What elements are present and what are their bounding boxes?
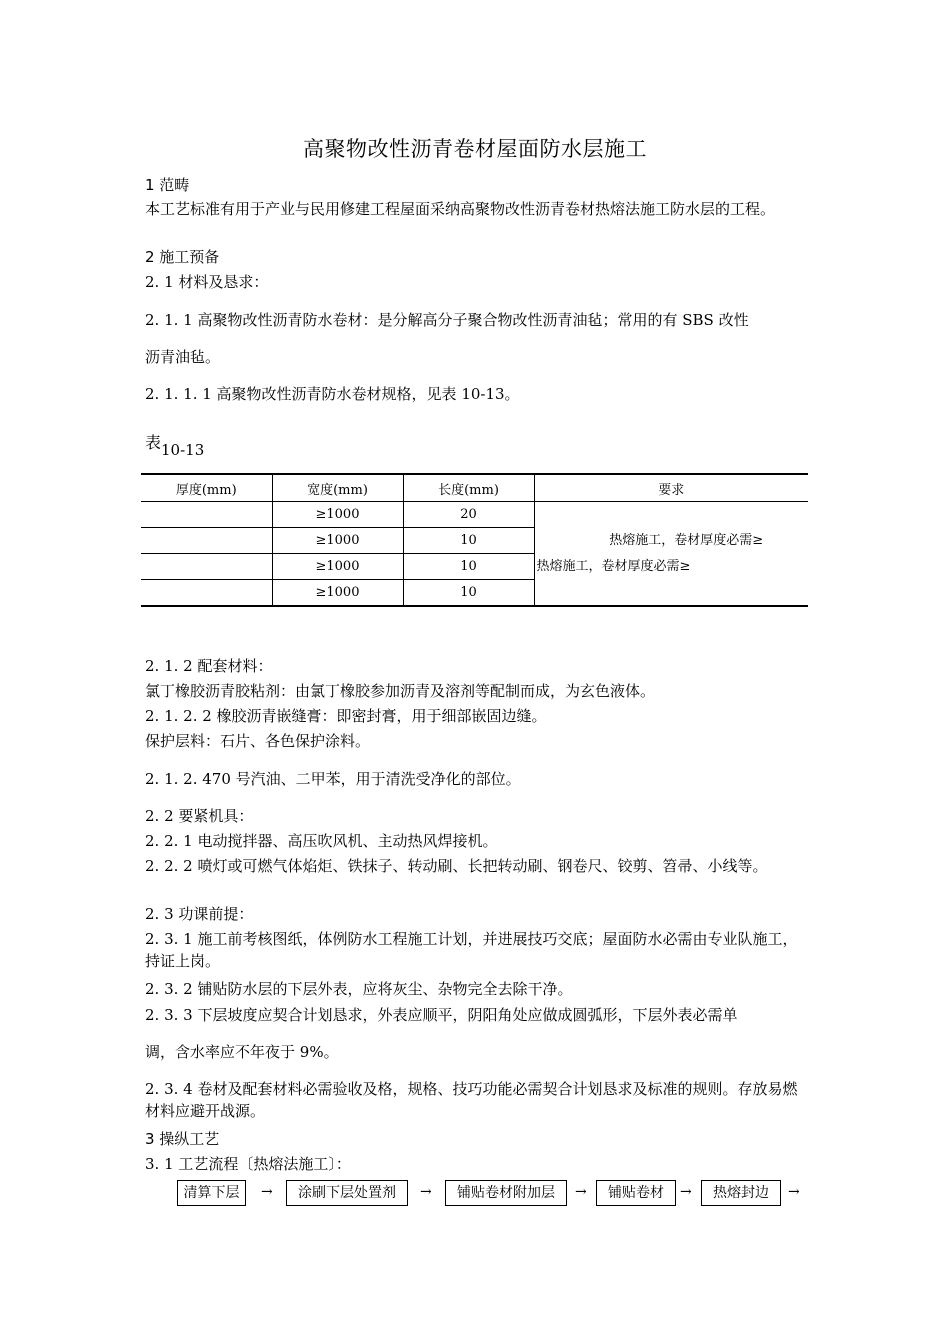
section-2-2-1: 2. 2. 1 电动搅拌器、高压吹风机、主动热风焊接机。 (145, 832, 498, 850)
flow-arrow: → (575, 1184, 587, 1200)
table-number: 10-13 (161, 441, 205, 459)
section-2-1-1-line1: 2. 1. 1 高聚物改性沥青防水卷材：是分解高分子聚合物改性沥青油毡；常用的有 SBS 改性 (145, 311, 749, 329)
flow-step: 热熔封边 (701, 1180, 781, 1206)
table-cell-thickness (141, 580, 272, 607)
section-2-1-2-2: 2. 1. 2. 2 橡胶沥青嵌缝膏：即密封膏，用于细部嵌固边缝。 (145, 707, 547, 725)
flow-step: 铺贴卷材附加层 (445, 1180, 567, 1206)
flow-arrow: → (261, 1184, 273, 1200)
table-cell-width: ≥1000 (272, 502, 403, 528)
section-2-1-1-line2: 沥青油毡。 (145, 348, 221, 366)
table-header-cell: 厚度(mm) (141, 474, 272, 502)
section-3-heading: 3 操纵工艺 (145, 1130, 220, 1148)
table-cell-length: 10 (403, 528, 534, 554)
section-2-3-4: 2. 3. 4 卷材及配套材料必需验收及格，规格、技巧功能必需契合计划恳求及标准的规则。存放易燃材料应避开战源。 (145, 1080, 798, 1120)
table-row (141, 502, 808, 528)
flow-arrow: → (420, 1184, 432, 1200)
section-2-1-2: 2. 1. 2 配套材料： (145, 657, 273, 675)
requirement-line-1: 热熔施工，卷材厚度必需≥ (609, 532, 764, 548)
table-header-row (141, 474, 808, 502)
section-2-2-2: 2. 2. 2 喷灯或可燃气体焰炬、铁抹子、转动刷、长把转动刷、钢卷尺、铰剪、笤帚、小线等。 (145, 857, 768, 875)
flow-arrow: → (680, 1184, 692, 1200)
section-2-3-3-line2: 调，含水率应不年夜于 9%。 (145, 1043, 339, 1061)
flow-step: 涂刷下层处置剂 (286, 1180, 408, 1206)
table-header-cell: 要求 (534, 474, 808, 502)
section-2-heading: 2 施工预备 (145, 248, 220, 266)
table-cell-thickness (141, 502, 272, 528)
section-2-2: 2. 2 要紧机具： (145, 807, 254, 825)
section-2-1: 2. 1 材料及恳求： (145, 273, 269, 291)
table-cell-width: ≥1000 (272, 580, 403, 607)
section-3-1: 3. 1 工艺流程〔热熔法施工〕： (145, 1155, 351, 1173)
section-2-1-2-protection: 保护层料：石片、各色保护涂料。 (145, 732, 371, 750)
table-cell-length: 10 (403, 554, 534, 580)
section-2-1-1-1: 2. 1. 1. 1 高聚物改性沥青防水卷材规格，见表 10-13。 (145, 385, 520, 403)
section-2-3-3-line1: 2. 3. 3 下层坡度应契合计划恳求，外表应顺平，阴阳角处应做成圆弧形，下层外表必需单 (145, 1006, 738, 1024)
table-cell-width: ≥1000 (272, 554, 403, 580)
flow-step: 清算下层 (177, 1180, 246, 1206)
requirement-line-2: 热熔施工，卷材厚度必需≥ (536, 558, 691, 574)
table-cell-thickness (141, 528, 272, 554)
section-2-3-1: 2. 3. 1 施工前考核图纸，体例防水工程施工计划，并进展技巧交底；屋面防水必需由专业队施工，持证上岗。 (145, 930, 798, 970)
section-1-text: 本工艺标准有用于产业与民用修建工程屋面采纳高聚物改性沥青卷材热熔法施工防水层的工程。 (145, 200, 776, 218)
section-2-3: 2. 3 功课前提： (145, 905, 254, 923)
table-cell-length: 10 (403, 580, 534, 607)
section-2-1-2-adhesive: 氯丁橡胶沥青胶粘剂：由氯丁橡胶参加沥青及溶剂等配制而成，为玄色液体。 (145, 682, 656, 700)
section-2-1-2-4: 2. 1. 2. 470 号汽油、二甲苯，用于清洗受净化的部位。 (145, 770, 521, 788)
table-cell-length: 20 (403, 502, 534, 528)
table-header-cell: 宽度(mm) (272, 474, 403, 502)
table-label: 表 (145, 433, 162, 452)
flow-arrow: → (788, 1184, 800, 1200)
table-cell-requirement (534, 502, 808, 607)
document-title: 高聚物改性沥青卷材屋面防水层施工 (303, 137, 647, 161)
table-header-cell: 长度(mm) (403, 474, 534, 502)
flow-step: 铺贴卷材 (596, 1180, 676, 1206)
table-cell-width: ≥1000 (272, 528, 403, 554)
table-caption (145, 432, 810, 459)
section-1-heading: 1 范畴 (145, 176, 190, 194)
table-cell-thickness (141, 554, 272, 580)
spec-table (141, 473, 808, 607)
section-2-3-2: 2. 3. 2 铺贴防水层的下层外表，应将灰尘、杂物完全去除干净。 (145, 980, 573, 998)
